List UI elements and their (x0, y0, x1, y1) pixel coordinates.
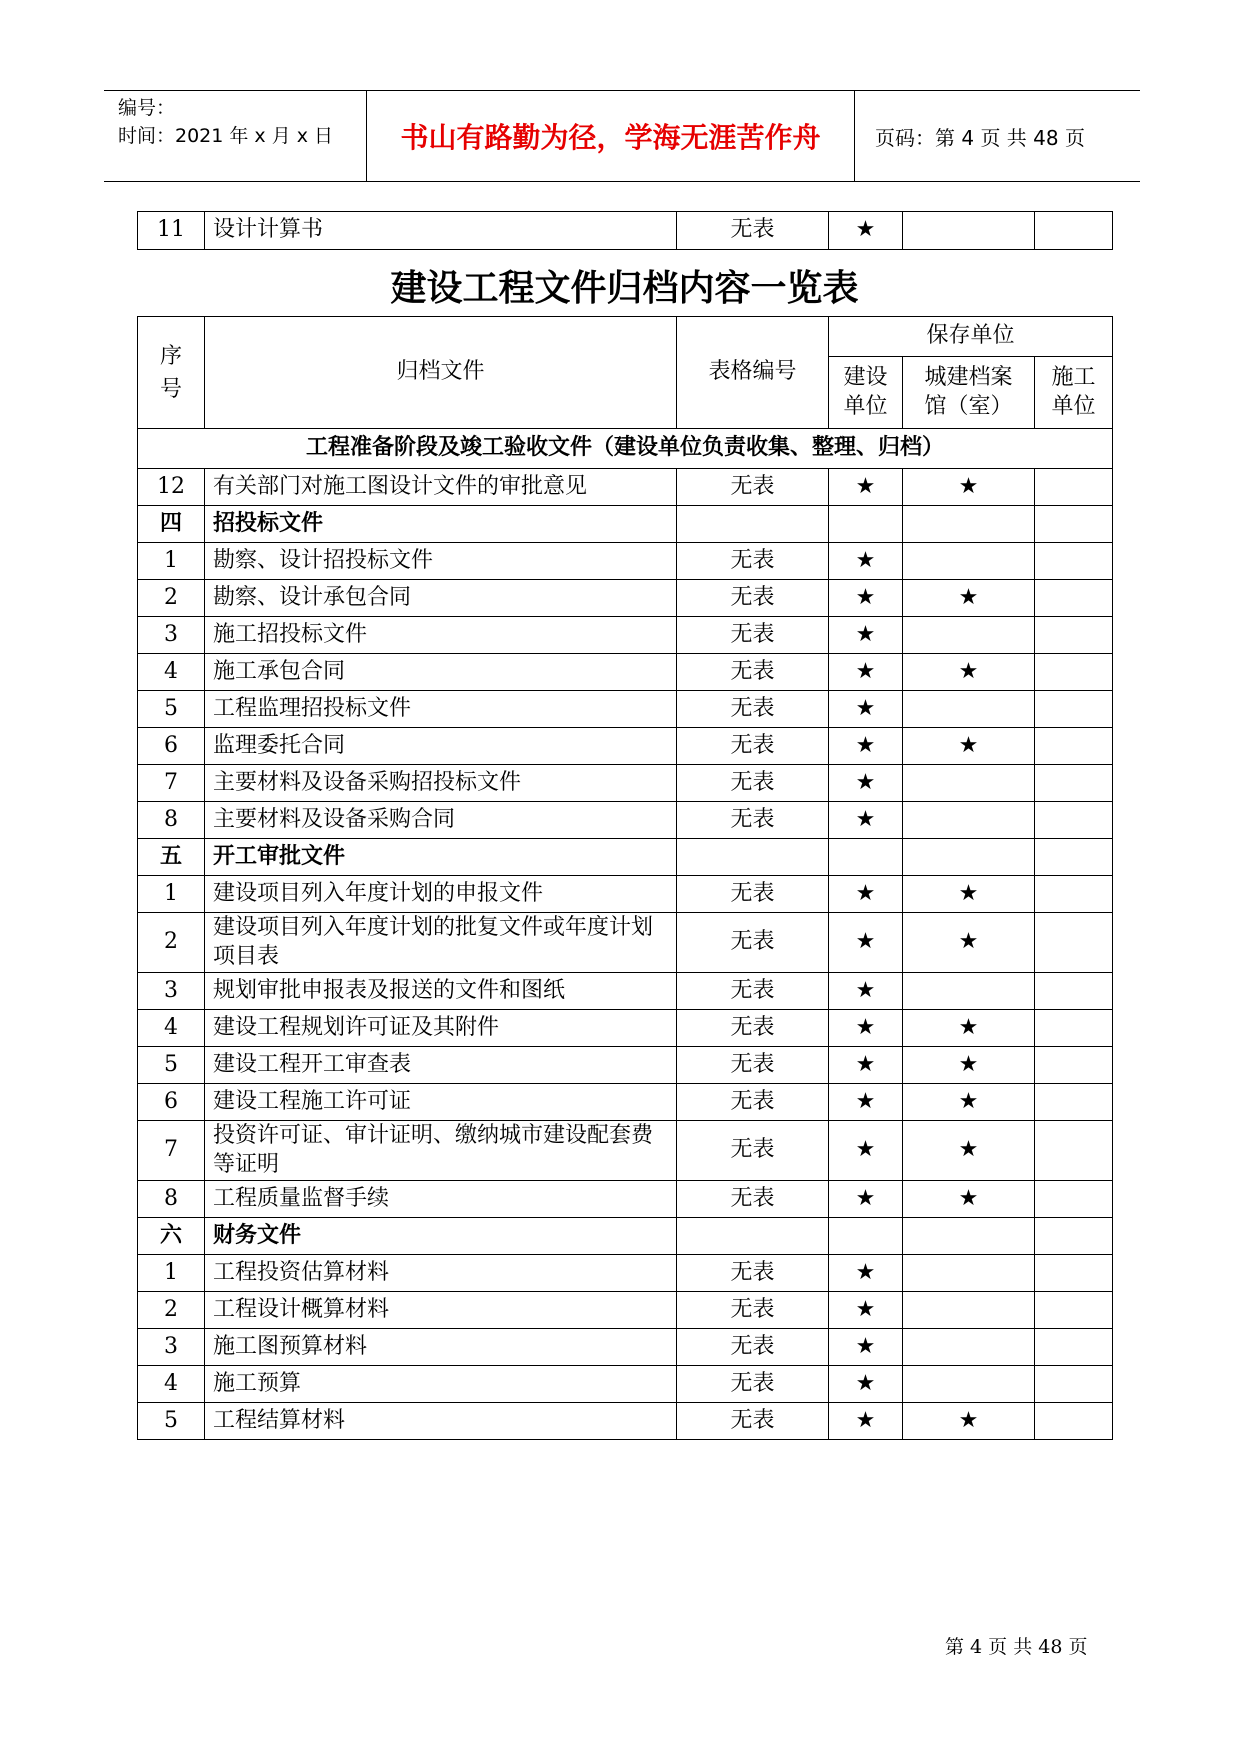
table-row (138, 1403, 1113, 1440)
table-row (138, 802, 1113, 839)
row-mark-construction-unit: ★ (829, 1366, 903, 1403)
row-number: 2 (138, 913, 205, 973)
category-row (138, 429, 1113, 469)
row-number: 11 (138, 212, 205, 250)
row-mark-archive: ★ (903, 1181, 1035, 1218)
row-code: 无表 (677, 765, 829, 802)
header-meta (104, 91, 367, 181)
row-mark-builder (1035, 617, 1113, 654)
motto: 书山有路勤为径，学海无涯苦作舟 (367, 91, 855, 181)
row-code: 无表 (677, 1010, 829, 1047)
section-number: 五 (138, 839, 205, 876)
row-file: 工程质量监督手续 (205, 1181, 677, 1218)
row-file: 施工预算 (205, 1366, 677, 1403)
row-code: 无表 (677, 1084, 829, 1121)
section-row (138, 839, 1113, 876)
row-mark-construction-unit: ★ (829, 728, 903, 765)
row-mark-construction-unit: ★ (829, 802, 903, 839)
row-mark-builder (1035, 1084, 1113, 1121)
row-code: 无表 (677, 802, 829, 839)
row-mark-builder (1035, 1121, 1113, 1181)
section-c3 (1035, 506, 1113, 543)
row-file: 勘察、设计承包合同 (205, 580, 677, 617)
table-row (138, 1255, 1113, 1292)
row-file: 工程监理招投标文件 (205, 691, 677, 728)
row-code: 无表 (677, 654, 829, 691)
table-row (138, 212, 1113, 250)
table-row (138, 654, 1113, 691)
row-mark-builder (1035, 876, 1113, 913)
row-code: 无表 (677, 1366, 829, 1403)
table-header-row (138, 317, 1113, 357)
section-code (677, 839, 829, 876)
row-file: 有关部门对施工图设计文件的审批意见 (205, 469, 677, 506)
row-mark-builder (1035, 1292, 1113, 1329)
document-title: 建设工程文件归档内容一览表 (390, 268, 859, 309)
row-mark-archive (903, 691, 1035, 728)
row-file: 工程结算材料 (205, 1403, 677, 1440)
table-row (138, 1329, 1113, 1366)
row-number: 12 (138, 469, 205, 506)
row-mark-construction-unit: ★ (829, 1181, 903, 1218)
row-mark-builder (1035, 1255, 1113, 1292)
row-mark-construction-unit: ★ (829, 691, 903, 728)
row-mark-builder (1035, 765, 1113, 802)
row-file: 规划审批申报表及报送的文件和图纸 (205, 973, 677, 1010)
continued-table (137, 211, 1113, 250)
row-mark-builder (1035, 580, 1113, 617)
row-mark-builder (1035, 691, 1113, 728)
row-mark-archive (903, 212, 1035, 250)
row-file: 建设项目列入年度计划的申报文件 (205, 876, 677, 913)
row-mark-archive: ★ (903, 1084, 1035, 1121)
row-file: 施工图预算材料 (205, 1329, 677, 1366)
row-mark-builder (1035, 1010, 1113, 1047)
row-mark-construction-unit: ★ (829, 1292, 903, 1329)
row-number: 3 (138, 617, 205, 654)
section-c1 (829, 1218, 903, 1255)
row-file: 施工招投标文件 (205, 617, 677, 654)
table-row (138, 876, 1113, 913)
row-number: 2 (138, 1292, 205, 1329)
row-mark-construction-unit: ★ (829, 1121, 903, 1181)
row-mark-archive: ★ (903, 654, 1035, 691)
row-mark-builder (1035, 1181, 1113, 1218)
row-file: 施工承包合同 (205, 654, 677, 691)
section-c2 (903, 1218, 1035, 1255)
section-code (677, 506, 829, 543)
row-mark-builder (1035, 1403, 1113, 1440)
page-info: 页码：第 4 页 共 48 页 (875, 125, 1085, 150)
row-mark-builder (1035, 728, 1113, 765)
row-code: 无表 (677, 1403, 829, 1440)
section-code (677, 1218, 829, 1255)
row-file: 建设工程规划许可证及其附件 (205, 1010, 677, 1047)
row-number: 7 (138, 1121, 205, 1181)
section-c2 (903, 839, 1035, 876)
section-title: 招投标文件 (205, 506, 677, 543)
header-unit-construction: 建设单位 (829, 357, 903, 429)
row-file: 设计计算书 (205, 212, 677, 250)
row-mark-archive (903, 617, 1035, 654)
table-row (138, 728, 1113, 765)
row-mark-construction-unit: ★ (829, 543, 903, 580)
row-number: 4 (138, 654, 205, 691)
row-mark-builder (1035, 654, 1113, 691)
page-header (104, 90, 1140, 182)
row-code: 无表 (677, 876, 829, 913)
table-row (138, 543, 1113, 580)
row-mark-archive (903, 543, 1035, 580)
row-mark-archive: ★ (903, 1047, 1035, 1084)
section-title: 开工审批文件 (205, 839, 677, 876)
category-label: 工程准备阶段及竣工验收文件（建设单位负责收集、整理、归档） (138, 429, 1113, 469)
row-file: 工程投资估算材料 (205, 1255, 677, 1292)
row-mark-construction-unit: ★ (829, 1403, 903, 1440)
row-file: 投资许可证、审计证明、缴纳城市建设配套费等证明 (205, 1121, 677, 1181)
row-number: 3 (138, 1329, 205, 1366)
row-number: 1 (138, 543, 205, 580)
row-mark-builder (1035, 973, 1113, 1010)
row-number: 4 (138, 1366, 205, 1403)
table-row (138, 1047, 1113, 1084)
row-mark-builder (1035, 212, 1113, 250)
row-mark-builder (1035, 913, 1113, 973)
row-code: 无表 (677, 973, 829, 1010)
row-number: 8 (138, 802, 205, 839)
row-code: 无表 (677, 617, 829, 654)
number-label: 编号： (118, 97, 176, 119)
row-number: 3 (138, 973, 205, 1010)
row-number: 1 (138, 1255, 205, 1292)
row-mark-archive (903, 802, 1035, 839)
row-number: 5 (138, 691, 205, 728)
table-row (138, 913, 1113, 973)
table-row (138, 691, 1113, 728)
table-row (138, 469, 1113, 506)
row-code: 无表 (677, 1181, 829, 1218)
header-unit-builder: 施工单位 (1035, 357, 1113, 429)
row-mark-builder (1035, 1366, 1113, 1403)
table-row (138, 1292, 1113, 1329)
row-code: 无表 (677, 1329, 829, 1366)
row-mark-builder (1035, 543, 1113, 580)
row-mark-archive (903, 1255, 1035, 1292)
table-row (138, 617, 1113, 654)
row-code: 无表 (677, 691, 829, 728)
row-mark-archive: ★ (903, 728, 1035, 765)
time-label: 时间：2021 年 x 月 x 日 (118, 125, 334, 147)
row-mark-construction-unit: ★ (829, 973, 903, 1010)
row-file: 勘察、设计招投标文件 (205, 543, 677, 580)
row-code: 无表 (677, 1255, 829, 1292)
row-mark-builder (1035, 1329, 1113, 1366)
row-mark-archive (903, 973, 1035, 1010)
table-row (138, 1181, 1113, 1218)
row-number: 6 (138, 1084, 205, 1121)
row-code: 无表 (677, 212, 829, 250)
table-row (138, 1366, 1113, 1403)
row-mark-archive: ★ (903, 876, 1035, 913)
row-mark-builder (1035, 1047, 1113, 1084)
row-mark-archive (903, 765, 1035, 802)
row-number: 4 (138, 1010, 205, 1047)
row-code: 无表 (677, 543, 829, 580)
row-file: 建设工程开工审查表 (205, 1047, 677, 1084)
section-c1 (829, 506, 903, 543)
section-row (138, 506, 1113, 543)
row-file: 主要材料及设备采购合同 (205, 802, 677, 839)
archive-table (137, 316, 1113, 1440)
section-row (138, 1218, 1113, 1255)
header-seq: 序号 (138, 317, 205, 429)
row-file: 建设工程施工许可证 (205, 1084, 677, 1121)
row-code: 无表 (677, 1292, 829, 1329)
row-code: 无表 (677, 580, 829, 617)
row-mark-archive (903, 1329, 1035, 1366)
table-row (138, 1010, 1113, 1047)
row-mark-construction-unit: ★ (829, 580, 903, 617)
row-mark-construction-unit: ★ (829, 617, 903, 654)
row-mark-construction-unit: ★ (829, 469, 903, 506)
row-mark-archive: ★ (903, 913, 1035, 973)
row-mark-archive (903, 1292, 1035, 1329)
row-mark-construction-unit: ★ (829, 913, 903, 973)
row-code: 无表 (677, 1047, 829, 1084)
section-number: 四 (138, 506, 205, 543)
row-number: 5 (138, 1403, 205, 1440)
section-c2 (903, 506, 1035, 543)
row-mark-builder (1035, 469, 1113, 506)
row-code: 无表 (677, 913, 829, 973)
section-c3 (1035, 1218, 1113, 1255)
row-mark-archive: ★ (903, 1403, 1035, 1440)
row-mark-construction-unit: ★ (829, 1010, 903, 1047)
row-mark-construction-unit: ★ (829, 876, 903, 913)
row-mark-construction-unit: ★ (829, 1329, 903, 1366)
row-number: 8 (138, 1181, 205, 1218)
header-unit-archive: 城建档案馆（室） (903, 357, 1035, 429)
header-units: 保存单位 (829, 317, 1113, 357)
row-code: 无表 (677, 469, 829, 506)
row-number: 5 (138, 1047, 205, 1084)
row-mark-archive: ★ (903, 580, 1035, 617)
row-mark-archive: ★ (903, 1010, 1035, 1047)
row-mark-construction-unit: ★ (829, 654, 903, 691)
row-number: 2 (138, 580, 205, 617)
row-file: 工程设计概算材料 (205, 1292, 677, 1329)
row-mark-archive (903, 1366, 1035, 1403)
row-number: 6 (138, 728, 205, 765)
row-file: 主要材料及设备采购招投标文件 (205, 765, 677, 802)
row-file: 监理委托合同 (205, 728, 677, 765)
section-c3 (1035, 839, 1113, 876)
section-number: 六 (138, 1218, 205, 1255)
page-footer: 第 4 页 共 48 页 (945, 1636, 1088, 1658)
row-code: 无表 (677, 1121, 829, 1181)
section-c1 (829, 839, 903, 876)
header-code: 表格编号 (677, 317, 829, 429)
row-mark-builder (1035, 802, 1113, 839)
row-mark-construction-unit: ★ (829, 765, 903, 802)
table-row (138, 580, 1113, 617)
row-mark-archive: ★ (903, 469, 1035, 506)
table-row (138, 1121, 1113, 1181)
table-row (138, 1084, 1113, 1121)
row-mark-construction-unit: ★ (829, 1047, 903, 1084)
row-number: 7 (138, 765, 205, 802)
table-row (138, 765, 1113, 802)
row-code: 无表 (677, 728, 829, 765)
row-file: 建设项目列入年度计划的批复文件或年度计划项目表 (205, 913, 677, 973)
section-title: 财务文件 (205, 1218, 677, 1255)
row-mark-construction-unit: ★ (829, 1084, 903, 1121)
row-mark-construction-unit: ★ (829, 212, 903, 250)
header-file: 归档文件 (205, 317, 677, 429)
row-mark-archive: ★ (903, 1121, 1035, 1181)
row-mark-construction-unit: ★ (829, 1255, 903, 1292)
table-row (138, 973, 1113, 1010)
row-number: 1 (138, 876, 205, 913)
